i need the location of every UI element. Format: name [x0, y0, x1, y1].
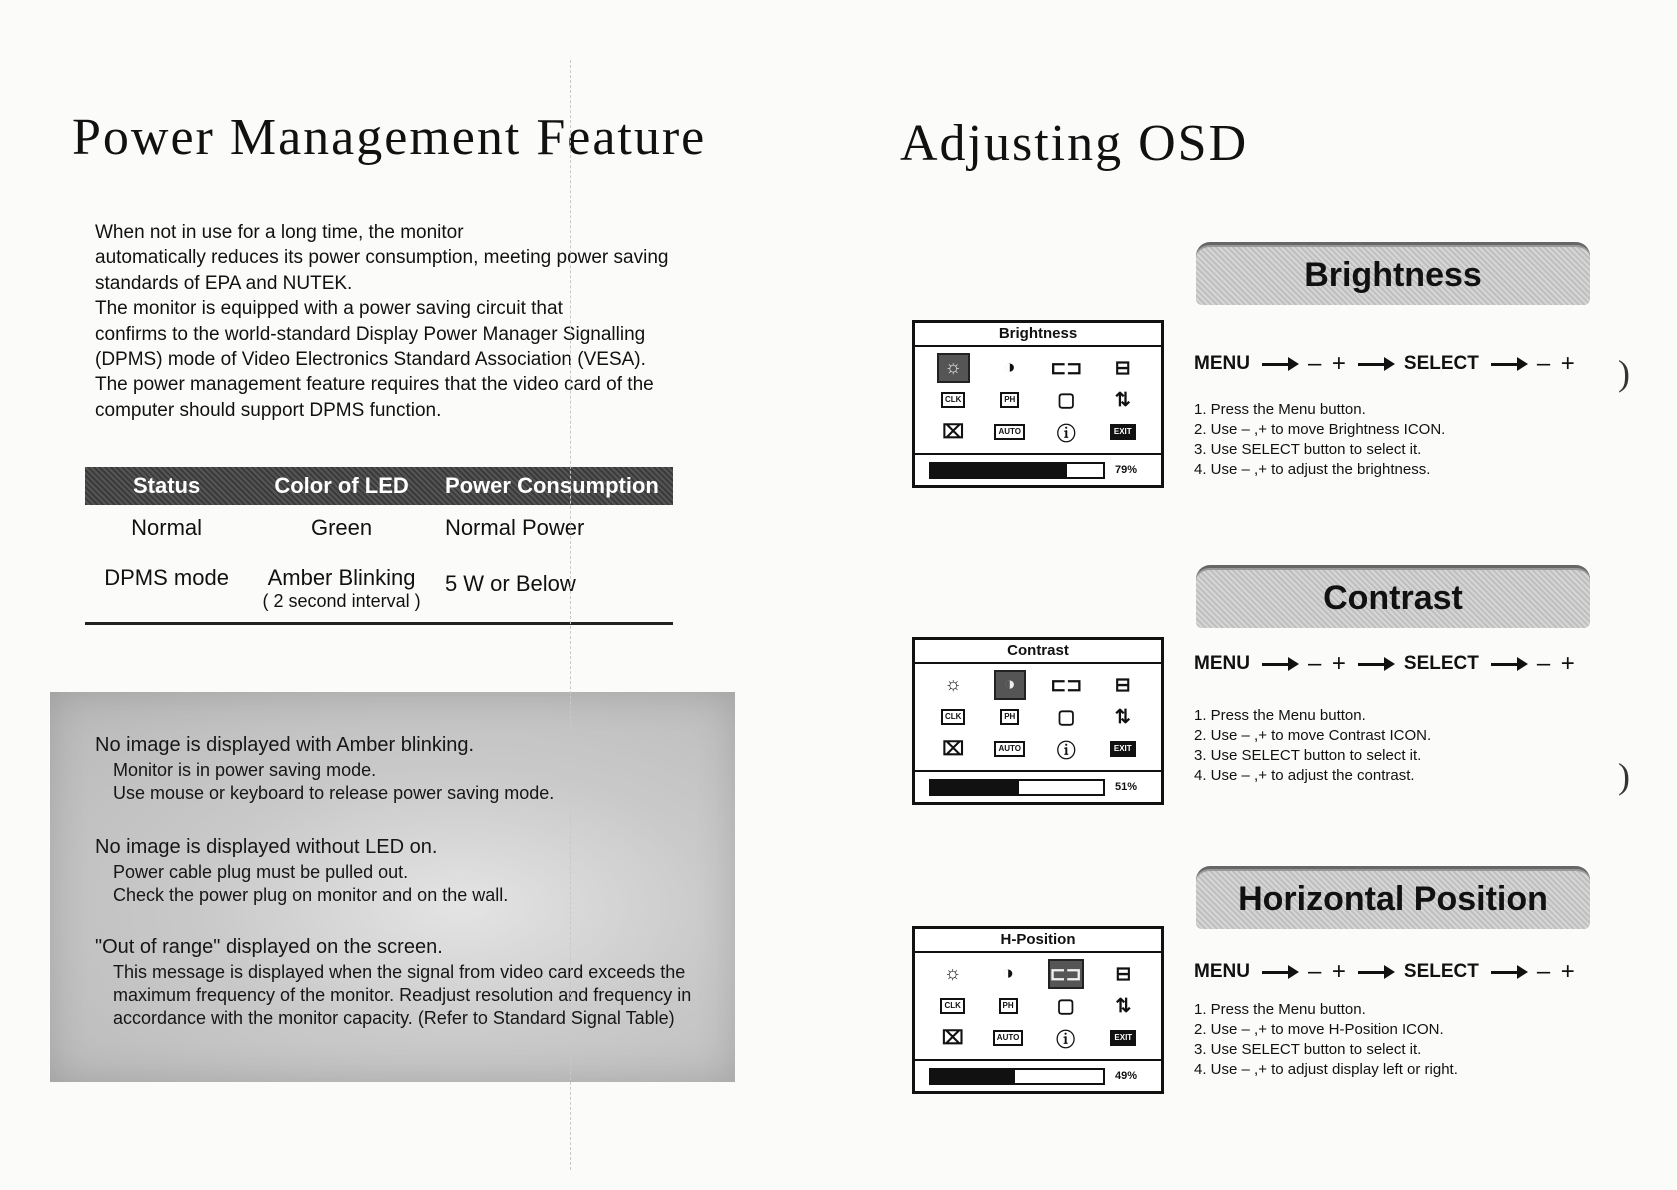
select-word: SELECT	[1403, 961, 1479, 982]
size-icon: ▢	[1057, 706, 1076, 728]
contrast-ribbon: Contrast	[1196, 565, 1590, 628]
level-bar	[929, 462, 1105, 479]
size-icon: ▢	[1057, 389, 1076, 411]
clock-icon: CLK	[925, 993, 980, 1019]
power-table	[85, 467, 673, 625]
cell-led-text: Amber Blinking	[267, 565, 416, 590]
step: 2. Use – ,+ to move Brightness ICON.	[1194, 421, 1446, 438]
brightness-osd	[912, 320, 1164, 488]
level-fill	[931, 464, 1067, 477]
step: 1. Press the Menu button.	[1194, 401, 1366, 418]
phase-icon: PH	[980, 993, 1035, 1019]
brightness-steps	[1194, 400, 1445, 480]
cell-power: Normal Power	[444, 515, 585, 540]
osd-title: Contrast	[915, 640, 1161, 664]
step: 3. Use SELECT button to select it.	[1194, 441, 1422, 458]
exit-icon: EXIT	[1096, 1025, 1151, 1051]
step: 2. Use – ,+ to move H-Position ICON.	[1194, 1021, 1444, 1038]
sun-icon: ☼	[943, 963, 962, 984]
osd-bar-row	[915, 453, 1161, 485]
minus-sign: –	[1307, 350, 1322, 377]
cell-led: Green	[310, 515, 373, 540]
contrast-steps	[1194, 706, 1431, 786]
menu-sequence	[1194, 650, 1575, 678]
level-bar	[929, 779, 1105, 796]
intro-line: (DPMS) mode of Video Electronics Standard Association (VESA).	[95, 349, 646, 371]
contrast-icon: ◑	[1002, 963, 1014, 984]
step: 2. Use – ,+ to move Contrast ICON.	[1194, 727, 1432, 744]
plus-sign: +	[1560, 958, 1575, 985]
header-power: Power Consumption	[444, 473, 659, 498]
info-icon: ⓘ	[1056, 423, 1076, 445]
minus-sign: –	[1536, 650, 1551, 677]
trouble-line: Use mouse or keyboard to release power saving mode.	[113, 783, 555, 803]
cell-led	[248, 565, 435, 612]
intro-line: When not in use for a long time, the monitor	[95, 222, 464, 243]
intro-text	[95, 220, 675, 423]
level-fill	[931, 1070, 1015, 1083]
trouble-line: This message is displayed when the signal from video card exceeds the	[113, 962, 686, 982]
menu-word: MENU	[1194, 653, 1250, 674]
menu-word: MENU	[1194, 353, 1250, 374]
plus-sign: +	[1331, 958, 1346, 985]
size-icon: ▢	[1056, 995, 1075, 1017]
settings-icon: ⇅	[1115, 995, 1132, 1017]
level-percent: 51%	[1115, 781, 1138, 793]
level-percent: 49%	[1115, 1070, 1138, 1082]
step: 1. Press the Menu button.	[1194, 1001, 1366, 1018]
contrast-icon: ◑	[996, 672, 1025, 698]
page-fold-line	[570, 60, 571, 1170]
power-table-header	[85, 467, 673, 505]
trouble-heading: No image is displayed with Amber blinking.	[95, 734, 475, 756]
intro-line: computer should support DPMS function.	[95, 399, 442, 421]
level-percent: 79%	[1115, 464, 1138, 476]
left-page	[0, 0, 838, 1190]
cell-led-note: ( 2 second interval )	[262, 591, 421, 611]
osd-bar-row	[915, 770, 1161, 802]
level-fill	[931, 781, 1019, 794]
cell-status: Normal	[131, 515, 203, 540]
intro-line: The power management feature requires that the video card of the	[95, 374, 654, 396]
sun-icon: ☼	[944, 674, 962, 695]
table-row	[85, 565, 673, 612]
table-bottom-rule	[85, 622, 673, 625]
minus-sign: –	[1307, 958, 1322, 985]
auto-icon: AUTO	[982, 736, 1039, 762]
hposition-icon: ⊏⊐	[1050, 357, 1083, 379]
osd-title: Brightness	[915, 323, 1161, 347]
arrow-icon	[1358, 663, 1392, 666]
trouble-line: Check the power plug on monitor and on the wall.	[113, 885, 509, 905]
clock-icon: CLK	[925, 387, 982, 413]
hposition-icon: ⊏⊐	[1050, 961, 1082, 987]
vposition-icon: ⊟	[1114, 674, 1131, 696]
brightness-ribbon: Brightness	[1196, 242, 1590, 305]
level-bar	[929, 1068, 1105, 1085]
arrow-icon	[1491, 971, 1525, 974]
osd-icon-grid	[915, 953, 1161, 1059]
settings-icon: ⇅	[1114, 706, 1131, 728]
arrow-icon	[1262, 971, 1296, 974]
clock-icon: CLK	[925, 704, 982, 730]
horizontal-position-ribbon: Horizontal Position	[1196, 866, 1590, 929]
menu-sequence	[1194, 958, 1575, 986]
select-word: SELECT	[1403, 353, 1479, 374]
trouble-line: Monitor is in power saving mode.	[113, 760, 377, 780]
exit-icon: EXIT	[1095, 736, 1152, 762]
cell-power: 5 W or Below	[444, 571, 576, 596]
trouble-heading: No image is displayed without LED on.	[95, 836, 438, 858]
arrow-icon	[1262, 663, 1296, 666]
settings-icon: ⇅	[1114, 389, 1131, 411]
step: 3. Use SELECT button to select it.	[1194, 747, 1422, 764]
trouble-heading: "Out of range" displayed on the screen.	[95, 936, 443, 958]
osd-bar-row	[915, 1059, 1161, 1091]
trouble-line: accordance with the monitor capacity. (Refer to Standard Signal Table)	[113, 1008, 675, 1028]
arrow-icon	[1358, 363, 1392, 366]
binding-mark: )	[1618, 756, 1630, 796]
menu-sequence	[1194, 350, 1575, 378]
intro-line: automatically reduces its power consumption, meeting power saving	[95, 247, 669, 269]
intro-line: standards of EPA and NUTEK.	[95, 272, 353, 294]
osd-title: H-Position	[915, 929, 1161, 953]
header-led: Color of LED	[274, 473, 409, 498]
plus-sign: +	[1560, 650, 1575, 677]
adjusting-osd-title: Adjusting OSD	[900, 115, 1249, 172]
hposition-icon: ⊏⊐	[1050, 674, 1083, 696]
step: 3. Use SELECT button to select it.	[1194, 1041, 1422, 1058]
contrast-icon: ◑	[1004, 357, 1016, 378]
step: 4. Use – ,+ to adjust the brightness.	[1194, 461, 1431, 478]
power-management-title: Power Management Feature	[72, 109, 707, 166]
troubleshooting-panel	[50, 692, 735, 1082]
arrow-icon	[1491, 363, 1525, 366]
hposition-osd	[912, 926, 1164, 1094]
cell-status: DPMS mode	[104, 565, 229, 590]
info-icon: ⓘ	[1056, 740, 1076, 762]
phase-icon: PH	[982, 704, 1039, 730]
exit-icon: EXIT	[1095, 419, 1152, 445]
minus-sign: –	[1536, 958, 1551, 985]
hposition-steps	[1194, 1000, 1458, 1080]
minus-sign: –	[1307, 650, 1322, 677]
step: 4. Use – ,+ to adjust the contrast.	[1194, 767, 1415, 784]
info-icon: ⓘ	[1056, 1029, 1076, 1051]
plus-sign: +	[1331, 350, 1346, 377]
trouble-item	[95, 836, 508, 907]
intro-line: The monitor is equipped with a power saving circuit that	[95, 298, 563, 320]
intro-line: confirms to the world-standard Display Power Manager Signalling	[95, 323, 646, 345]
sound-icon: ⌧	[942, 421, 965, 443]
sound-icon: ⌧	[942, 738, 965, 760]
plus-sign: +	[1560, 350, 1575, 377]
sun-icon: ☼	[939, 355, 968, 381]
sound-icon: ⌧	[941, 1027, 964, 1049]
trouble-line: maximum frequency of the monitor. Readjust resolution and frequency in	[113, 985, 692, 1005]
vposition-icon: ⊟	[1115, 963, 1132, 985]
select-word: SELECT	[1403, 653, 1479, 674]
contrast-osd	[912, 637, 1164, 805]
arrow-icon	[1262, 363, 1296, 366]
osd-icon-grid	[915, 347, 1161, 453]
auto-icon: AUTO	[982, 419, 1039, 445]
step: 1. Press the Menu button.	[1194, 707, 1366, 724]
auto-icon: AUTO	[980, 1025, 1035, 1051]
trouble-line: Power cable plug must be pulled out.	[113, 862, 409, 882]
phase-icon: PH	[982, 387, 1039, 413]
arrow-icon	[1358, 971, 1392, 974]
plus-sign: +	[1331, 650, 1346, 677]
arrow-icon	[1491, 663, 1525, 666]
table-row	[85, 515, 673, 541]
trouble-item	[95, 936, 715, 1030]
menu-word: MENU	[1194, 961, 1250, 982]
binding-mark: )	[1618, 353, 1630, 393]
vposition-icon: ⊟	[1114, 357, 1131, 379]
minus-sign: –	[1536, 350, 1551, 377]
right-page	[838, 0, 1677, 1190]
osd-icon-grid	[915, 664, 1161, 770]
step: 4. Use – ,+ to adjust display left or right.	[1194, 1061, 1458, 1078]
trouble-item	[95, 734, 554, 805]
header-status: Status	[132, 473, 201, 498]
